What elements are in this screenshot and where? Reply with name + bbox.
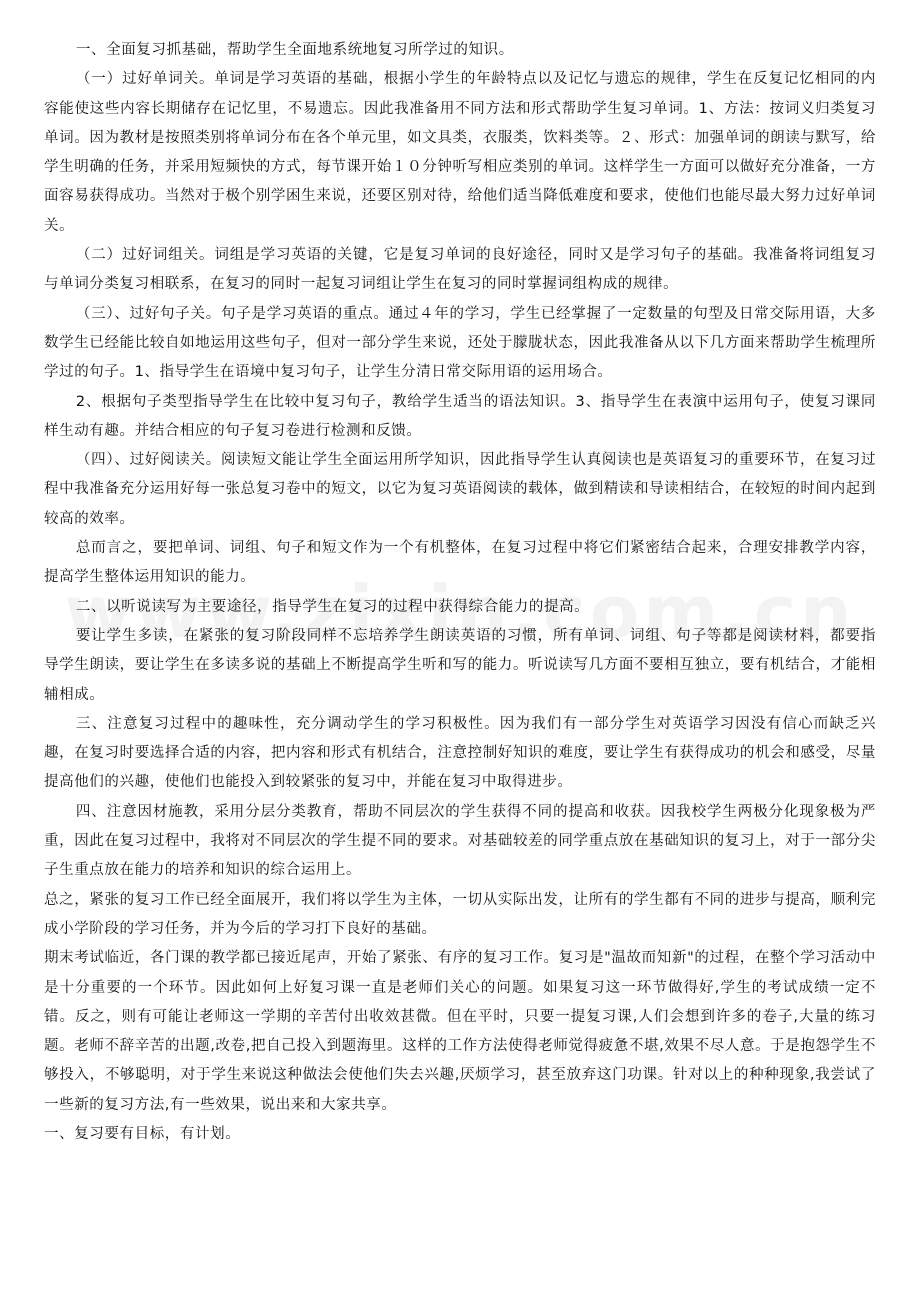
paragraph-conclusion: 总之，紧张的复习工作已经全面展开，我们将以学生为主体，一切从实际出发，让所有的学生都有不同的进步与提高，顺利完成小学阶段的学习任务，并为今后的学习打下良好的基础。 [44, 891, 876, 937]
paragraph-phrases: （二）过好词组关。词组是学习英语的关键，它是复习单词的良好途径，同时又是学习句子的基础。我准备将词组复习与单词分类复习相联系，在复习的同时一起复习词组让学生在复习的同时掌握词组构成的规律。 [44, 247, 876, 293]
paragraph-vocabulary: （一）过好单词关。单词是学习英语的基础，根据小学生的年龄特点以及记忆与遗忘的规律，学生在反复记忆相同的内容能使这些内容长期储存在记忆里，不易遗忘。因此我准备用不同方法和形式帮助学生复习单词。1、方法：按词义归类复习单词。因为教材是按照类别将单词分布在各个单元里，如文具类，衣服类，饮料类等。２、形式：加强单词的朗读与默写，给学生明确的任务，并采用短频快的方式，每节课开始１０分钟听写相应类别的单词。这样学生一方面可以做好充分准备，一方面容易获得成功。当然对于极个别学困生来说，还要区别对待，给他们适当降低难度和要求，使他们也能尽最大努力过好单词关。 [44, 71, 876, 234]
section-heading-2: 二、以听说读写为主要途径，指导学生在复习的过程中获得综合能力的提高。 [75, 598, 590, 615]
paragraph-reading: （四）、过好阅读关。阅读短文能让学生全面运用所学知识，因此指导学生认真阅读也是英语复习的重要环节，在复习过程中我准备充分运用好每一张总复习卷中的短文，以它为复习英语阅读的载体，做到精读和导读相结合，在较短的时间内起到较高的效率。 [44, 452, 876, 527]
section-heading-4: 四、注意因材施教，采用分层分类教育，帮助不同层次的学生获得不同的提高和收获。因我校学生两极分化现象极为严重，因此在复习过程中，我将对不同层次的学生提不同的要求。对基础较差的同学重点放在基础知识的复习上，对于一部分尖子生重点放在能力的培养和知识的综合运用上。 [44, 803, 876, 879]
section-heading-1: 一、全面复习抓基础，帮助学生全面地系统地复习所学过的知识。 [75, 42, 514, 58]
paragraph-sentences-cont: 2、根据句子类型指导学生在比较中复习句子，教给学生适当的语法知识。3、指导学生在表演中运用句子，使复习课同样生动有趣。并结合相应的句子复习卷进行检测和反馈。 [44, 393, 876, 439]
paragraph-reading-aloud: 要让学生多读，在紧张的复习阶段同样不忘培养学生朗读英语的习惯，所有单词、词组、句子等都是阅读材料，都要指导学生朗读，要让学生在多读多说的基础上不断提高学生听和写的能力。听说读写几方面不要相互独立，要有机结合，才能相辅相成。 [44, 627, 876, 703]
section-heading-3: 三、注意复习过程中的趣味性，充分调动学生的学习积极性。因为我们有一部分学生对英语学习因没有信心而缺乏兴趣，在复习时要选择合适的内容，把内容和形式有机结合，注意控制好知识的难度，要让学生有获得成功的机会和感受，尽量提高他们的兴趣，使他们也能投入到较紧张的复习中，并能在复习中取得进步。 [44, 715, 876, 791]
paragraph-summary-1: 总而言之，要把单词、词组、句子和短文作为一个有机整体，在复习过程中将它们紧密结合起来，合理安排教学内容，提高学生整体运用知识的能力。 [44, 540, 876, 586]
paragraph-exam-intro: 期末考试临近，各门课的教学都已接近尾声，开始了紧张、有序的复习工作。复习是"温故而知新"的过程，在整个学习活动中是十分重要的一个环节。因此如何上好复习课一直是老师们关心的问题。如果复习这一环节做得好,学生的考试成绩一定不错。反之，则有可能让老师这一学期的辛苦付出收效甚微。但在平时，只要一提复习课,人们会想到许多的卷子,大量的练习题。老师不辞辛苦的出题,改卷,把自己投入到题海里。这样的工作方法使得老师觉得疲惫不堪,效果不尽人意。于是抱怨学生不够投入，不够聪明，对于学生来说这种做法会使他们失去兴趣,厌烦学习，甚至放弃这门功课。针对以上的种种现象,我尝试了一些新的复习方法,有一些效果，说出来和大家共享。 [44, 950, 876, 1113]
paragraph-sentences: （三）、过好句子关。句子是学习英语的重点。通过４年的学习，学生已经掌握了一定数量的句型及日常交际用语，大多数学生已经能比较自如地运用这些句子，但对一部分学生来说，还处于朦胧状态，因此我准备从以下几方面来帮助学生梳理所学过的句子。1、指导学生在语境中复习句子，让学生分清日常交际用语的运用场合。 [44, 305, 876, 381]
section-heading-goals: 一、复习要有目标，有计划。 [44, 1125, 241, 1142]
